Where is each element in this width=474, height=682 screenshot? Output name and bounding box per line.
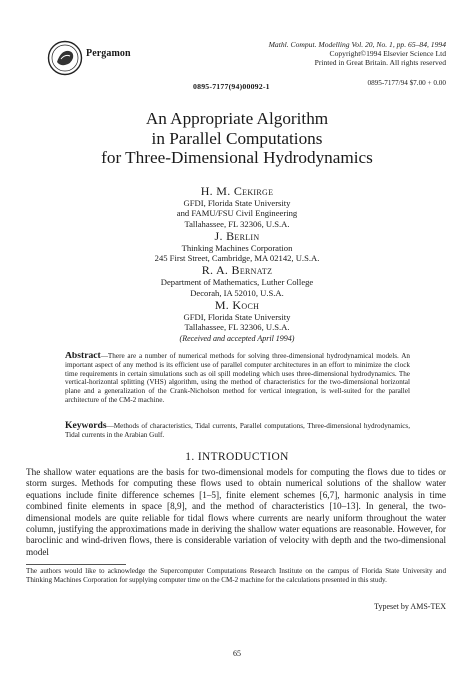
abstract-label: Abstract bbox=[65, 352, 101, 361]
abstract bbox=[65, 352, 410, 414]
author-affiliation: Tallahassee, FL 32306, U.S.A. bbox=[184, 218, 290, 229]
keywords-text: —Methods of characteristics, Tidal currents, Parallel computations, Three-dimensional hydrodynamics, Tidal currents in the Arabian Gulf. bbox=[65, 422, 410, 439]
author-affiliation: GFDI, Florida State University bbox=[183, 198, 291, 208]
footnote-rule bbox=[26, 564, 126, 565]
journal-citation: Mathl. Comput. Modelling Vol. 20, No. 1, pp. 65–84, 1994 bbox=[268, 40, 446, 49]
paper-title bbox=[40, 109, 434, 168]
author-affiliation: Thinking Machines Corporation bbox=[181, 242, 293, 253]
section-heading: 1. INTRODUCTION bbox=[185, 451, 289, 463]
received-date: (Received and accepted April 1994) bbox=[179, 334, 295, 343]
author-name: J. Berlin bbox=[214, 228, 260, 243]
author-affiliation: Tallahassee, FL 32306, U.S.A. bbox=[184, 322, 290, 333]
keywords-label: Keywords bbox=[65, 420, 107, 431]
journal-info bbox=[220, 40, 446, 67]
title-line: An Appropriate Algorithm bbox=[145, 109, 329, 128]
printed-line: Printed in Great Britain. All rights reserved bbox=[314, 58, 446, 67]
price-code: 0895-7177/94 $7.00 + 0.00 bbox=[367, 79, 446, 87]
author-name: H. M. Cekirge bbox=[200, 184, 274, 198]
keywords bbox=[65, 422, 410, 440]
typeset-note: Typeset by AMS-TEX bbox=[374, 602, 446, 611]
issn-code: 0895-7177(94)00092-1 bbox=[193, 82, 270, 91]
title-line: for Three-Dimensional Hydrodynamics bbox=[101, 148, 373, 167]
author-affiliation: GFDI, Florida State University bbox=[183, 312, 291, 323]
publisher-logo bbox=[47, 40, 83, 76]
author-name: M. Koch bbox=[214, 298, 260, 313]
title-line: in Parallel Computations bbox=[151, 128, 323, 148]
author-name: R. A. Bernatz bbox=[201, 263, 273, 278]
copyright-line: Copyright©1994 Elsevier Science Ltd bbox=[329, 49, 446, 58]
author-affiliation: and FAMU/FSU Civil Engineering bbox=[176, 208, 298, 219]
author-affiliation: Department of Mathematics, Luther College bbox=[160, 277, 314, 288]
publisher-name: Pergamon bbox=[86, 48, 131, 59]
abstract-text: —There are a number of numerical methods for solving three-dimensional hydrodynamical models. An important aspect of any method is its efficient use of parallel computer architectures in an effort to minimize the clock time requirements in certain simulations such as oil spill modeling which uses three-dimensional hydrodynamics. The vertical-horizontal splitting (VHS) algorithm, using the method of characteristics for the two-dimensional horizontal plane and a generalization of the Crank-Nicholson method for vertical integration, is well-suited for the parallel architecture of the CM-2 machine. bbox=[65, 352, 410, 404]
page-number: 65 bbox=[233, 649, 241, 658]
author-affiliation: 245 First Street, Cambridge, MA 02142, U.S.A. bbox=[154, 253, 320, 264]
body-paragraph: The shallow water equations are the basis for two-dimensional models for computing the flows due to tides or storm surges. Methods for computing these flows used to obtain numerical solutions of the shallow water equations include finite difference schemes [1–5], finite element schemes [6,7], harmonic analysis in time combined finite elements in space [8,9], and the method of characteristics [10–13]. In general, the two-dimensional models are quite reliable for tidal flows where currents are nearly uniform throughout the water column, justifying the approximations made in deriving the shallow water equations are reasonable. However, for baroclinic and wind-driven flows, there is considerable variation of velocity with depth and the two-dimensional model bbox=[26, 467, 446, 557]
author-affiliation: Decorah, IA 52010, U.S.A. bbox=[190, 287, 284, 298]
author-list bbox=[40, 184, 434, 333]
footnote: The authors would like to acknowledge the Supercomputer Computations Research Institute on the campus of Florida State University and Thinking Machines Corporation for supplying computer time on the CM-2 machine for the calculations presented in this study. bbox=[26, 567, 446, 584]
